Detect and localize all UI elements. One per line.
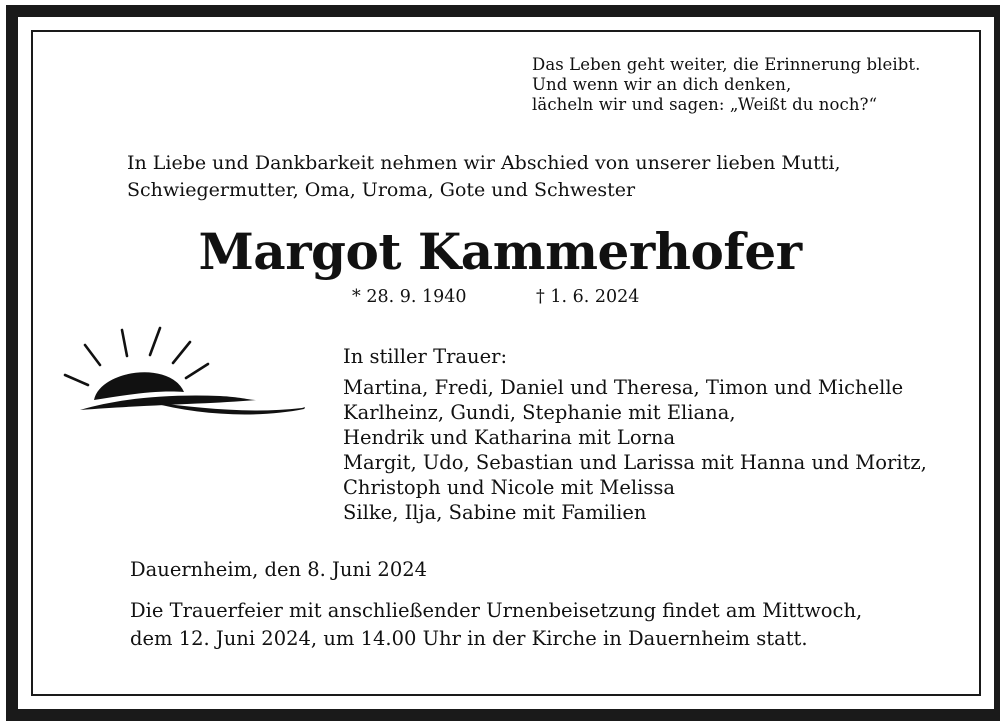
mourner-line: Margit, Udo, Sebastian und Larissa mit Hanna und Moritz, bbox=[343, 451, 927, 474]
deceased-name: Margot Kammerhofer bbox=[198, 222, 802, 281]
motto-line: lächeln wir und sagen: „Weißt du noch?“ bbox=[532, 95, 878, 114]
mourners-heading: In stiller Trauer: bbox=[343, 345, 508, 368]
mourner-line: Hendrik und Katharina mit Lorna bbox=[343, 426, 676, 449]
death-date: † 1. 6. 2024 bbox=[536, 287, 640, 307]
mourner-line: Karlheinz, Gundi, Stephanie mit Eliana, bbox=[343, 401, 736, 424]
motto-quote bbox=[532, 55, 921, 115]
funeral-service-info bbox=[130, 597, 862, 653]
motto-line: Und wenn wir an dich denken, bbox=[532, 75, 792, 94]
mourner-line: Martina, Fredi, Daniel und Theresa, Timon und Michelle bbox=[343, 376, 904, 399]
service-line: dem 12. Juni 2024, um 14.00 Uhr in der Kirche in Dauernheim statt. bbox=[130, 627, 808, 650]
intro-line: In Liebe und Dankbarkeit nehmen wir Abschied von unserer lieben Mutti, bbox=[127, 152, 841, 174]
sunset-icon bbox=[60, 320, 310, 420]
mourner-line: Silke, Ilja, Sabine mit Familien bbox=[343, 501, 647, 524]
birth-date: * 28. 9. 1940 bbox=[352, 287, 467, 307]
mourner-line: Christoph und Nicole mit Melissa bbox=[343, 476, 675, 499]
service-line: Die Trauerfeier mit anschließender Urnenbeisetzung findet am Mittwoch, bbox=[130, 599, 863, 622]
place-and-date: Dauernheim, den 8. Juni 2024 bbox=[130, 558, 428, 581]
motto-line: Das Leben geht weiter, die Erinnerung bleibt. bbox=[532, 55, 921, 74]
intro-line: Schwiegermutter, Oma, Uroma, Gote und Schwester bbox=[127, 179, 636, 201]
intro-text bbox=[127, 150, 841, 204]
mourners-list bbox=[343, 344, 927, 525]
